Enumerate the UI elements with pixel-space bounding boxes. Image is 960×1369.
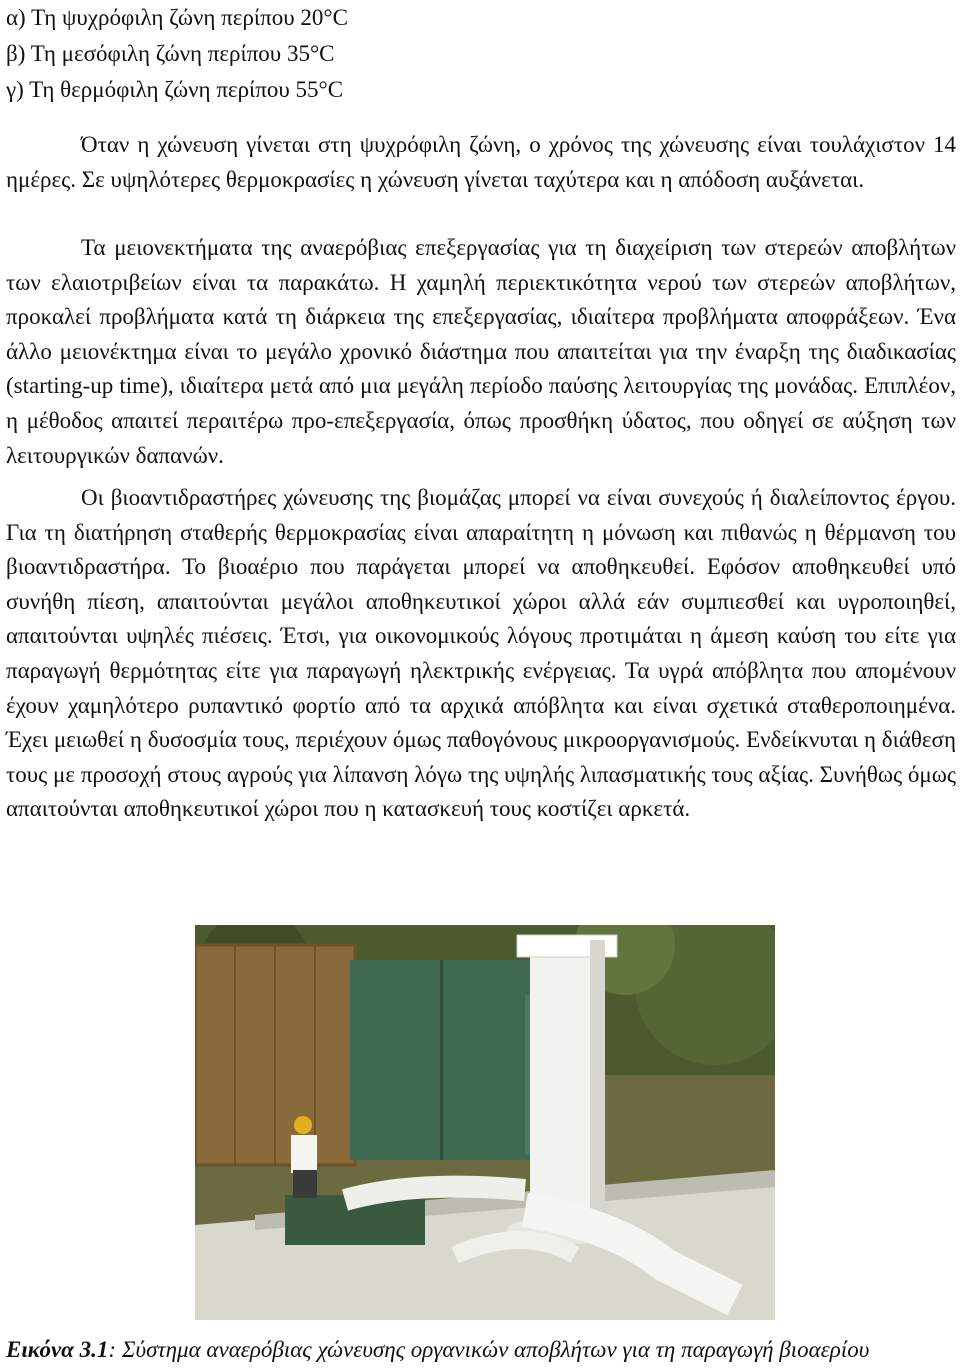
caption-separator: :	[108, 1337, 122, 1362]
list-item-mesophilic: β) Τη μεσόφιλη ζώνη περίπου 35°C	[6, 41, 335, 66]
temperature-zone-list	[6, 0, 348, 108]
biogas-system-photo	[195, 925, 775, 1320]
paragraph-disadvantages: Τα μειονεκτήματα της αναερόβιας επεξεργασίας για τη διαχείριση των στερεών αποβλήτων των ελαιοτριβείων είναι τα παρακάτω. Η χαμηλή περιεκτικότητα νερού των στερεών αποβλήτων, προκαλεί προβλήματα κατά τη διάρκεια της επεξεργασίας, ιδιαίτερα προβλήματα αποφράξεων. Ένα άλλο μειονέκτημα είναι το μεγάλο χρονικό διάστημα που απαιτείται για την έναρξη της διαδικασίας (starting-up time), ιδιαίτερα μετά από μια μεγάλη περίοδο παύσης λειτουργίας της μονάδας. Επιπλέον, η μέθοδος απαιτεί περαιτέρω προ-επεξεργασία, όπως προσθήκη ύδατος, που οδηγεί σε αύξηση των λειτουργικών δαπανών.	[6, 235, 956, 468]
list-item-thermophilic: γ) Τη θερμόφιλη ζώνη περίπου 55°C	[6, 77, 344, 102]
caption-text: Σύστημα αναερόβιας χώνευσης οργανικών αποβλήτων για τη παραγωγή βιοαερίου	[121, 1337, 870, 1362]
paragraph-bioreactors: Οι βιοαντιδραστήρες χώνευσης της βιομάζας μπορεί να είναι συνεχούς ή διαλείποντος έργου. Για τη διατήρηση σταθερής θερμοκρασίας είναι απαραίτητη η μόνωση και πιθανώς η θέρμανση του βιοαντιδραστήρα. Το βιοαέριο που παράγεται μπορεί να αποθηκευθεί. Εφόσον αποθηκευθεί υπό συνήθη πίεση, απαιτούνται μεγάλοι αποθηκευτικοί χώροι αλλά εάν συμπιεσθεί και υγροποιηθεί, απαιτούνται υψηλές πιέσεις. Έτσι, για οικονομικούς λόγους προτιμάται η άμεση καύση του είτε για παραγωγή θερμότητας είτε για παραγωγή ηλεκτρικής ενέργειας. Τα υγρά απόβλητα που απομένουν έχουν χαμηλότερο ρυπαντικό φορτίο από τα αρχικά απόβλητα και είναι σχετικά σταθεροποιημένα. Έχει μειωθεί η δυσοσμία τους, περιέχουν όμως παθογόνους μικροοργανισμούς. Ενδείκνυται η διάθεση τους με προσοχή στους αγρούς για λίπανση λόγω της υψηλής λιπασματικής τους αξίας. Συνήθως όμως απαιτούνται αποθηκευτικοί χώροι που η κατασκευή τους κοστίζει αρκετά.	[6, 485, 956, 822]
figure-caption	[6, 1332, 956, 1368]
paragraph-digestion-time: Όταν η χώνευση γίνεται στη ψυχρόφιλη ζώνη, ο χρόνος της χώνευσης είναι τουλάχιστον 14 ημέρες. Σε υψηλότερες θερμοκρασίες η χώνευση γίνεται ταχύτερα και η απόδοση αυξάνεται.	[6, 132, 956, 192]
list-item-psychrophilic: α) Τη ψυχρόφιλη ζώνη περίπου 20°C	[6, 5, 348, 30]
figure-label: Εικόνα 3.1	[6, 1337, 109, 1362]
